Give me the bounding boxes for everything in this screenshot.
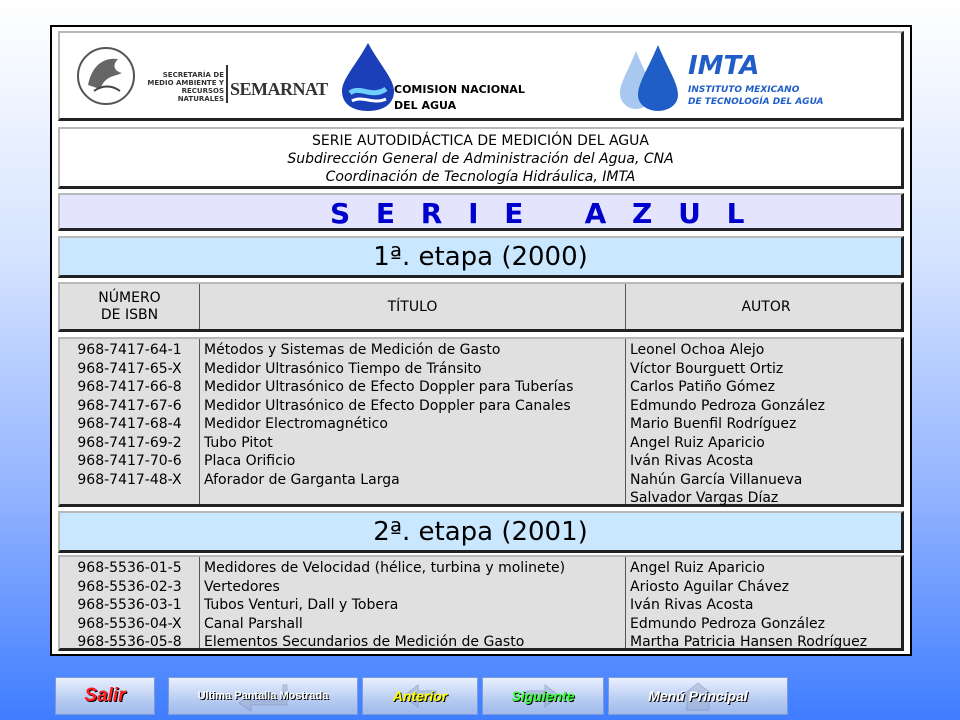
title-cell: Métodos y Sistemas de Medición de Gasto	[204, 342, 501, 358]
isbn-column	[60, 339, 200, 504]
salir-button[interactable]: Salir	[55, 677, 155, 715]
anterior-button[interactable]: Anterior	[362, 677, 478, 715]
etapa1-title: 1ª. etapa (2000)	[373, 242, 588, 272]
etapa1-banner	[58, 236, 904, 278]
isbn-cell: 968-7417-67-6	[77, 397, 182, 414]
author-cell: Mario Buenfil Rodríguez	[630, 416, 797, 432]
isbn-cell: 968-5536-01-5	[77, 560, 182, 576]
title-cell: Elementos Secundarios de Medición de Gasto	[204, 634, 525, 650]
content-frame	[50, 25, 912, 656]
etapa2-table	[58, 555, 904, 651]
isbn-cell: 968-7417-68-4	[77, 416, 182, 432]
header-isbn: NÚMERO DE ISBN	[60, 284, 200, 329]
title-cell: Aforador de Garganta Larga	[204, 471, 400, 488]
title-cell: Medidor Ultrasónico de Efecto Doppler para Tuberías	[204, 379, 574, 395]
author-cell: Edmundo Pedroza González	[630, 615, 825, 632]
title-cell: Vertedores	[204, 578, 280, 595]
header-title: TÍTULO	[200, 284, 626, 329]
navigation-bar	[0, 675, 960, 720]
title-cell: Medidor Electromagnético	[204, 416, 388, 432]
author-column	[626, 557, 906, 648]
author-cell: Víctor Bourguett Ortiz	[630, 360, 784, 377]
menu-principal-button[interactable]: Menú Principal	[608, 677, 788, 715]
serie-azul-banner	[58, 193, 904, 231]
imta-name: IMTA	[688, 51, 760, 81]
semarnat-name: SEMARNAT	[230, 79, 328, 99]
title-cell: Medidores de Velocidad (hélice, turbina y molinete)	[204, 560, 566, 576]
isbn-cell: 968-7417-48-X	[77, 471, 182, 488]
author-cell: Martha Patricia Hansen Rodríguez	[630, 634, 868, 650]
author-cell: Iván Rivas Acosta	[630, 597, 754, 613]
imta-line1: INSTITUTO MEXICANO	[688, 85, 800, 95]
isbn-cell: 968-7417-64-1	[77, 342, 182, 358]
coordinacion-text: Coordinación de Tecnología Hidráulica, IMTA	[325, 169, 636, 185]
isbn-cell: 968-7417-65-X	[77, 360, 182, 377]
water-drop-icon	[336, 41, 400, 113]
cna-line1: COMISION NACIONAL	[394, 83, 525, 96]
author-cell: Angel Ruiz Aparicio	[630, 434, 765, 451]
author-cell: Edmundo Pedroza González	[630, 397, 825, 414]
title-cell: Medidor Ultrasónico Tiempo de Tránsito	[204, 360, 482, 377]
isbn-cell: 968-5536-03-1	[77, 597, 182, 613]
series-name: SERIE AUTODIDÁCTICA DE MEDICIÓN DEL AGUA	[312, 133, 649, 149]
cna-logo	[336, 41, 548, 113]
title-cell: Tubo Pitot	[204, 434, 273, 451]
subtitle-panel	[58, 127, 904, 189]
etapa1-table	[58, 337, 904, 507]
imta-line2: DE TECNOLOGÍA DEL AGUA	[688, 97, 824, 107]
title-cell: Tubos Venturi, Dall y Tobera	[204, 597, 399, 613]
author-cell: Ariosto Aguilar Chávez	[630, 578, 789, 595]
isbn-cell: 968-7417-70-6	[77, 453, 182, 469]
ultima-pantalla-button[interactable]: Ultima Pantalla Mostrada	[168, 677, 358, 715]
water-drops-icon	[616, 41, 686, 113]
author-cell: Salvador Vargas Díaz	[630, 490, 779, 506]
imta-logo	[616, 41, 856, 113]
header-author: AUTOR	[741, 298, 791, 315]
isbn-cell: 968-5536-04-X	[77, 615, 182, 632]
etapa2-title: 2ª. etapa (2001)	[373, 517, 588, 547]
title-cell: Medidor Ultrasónico de Efecto Doppler para Canales	[204, 397, 571, 414]
title-cell: Canal Parshall	[204, 615, 303, 632]
title-column	[200, 557, 626, 648]
siguiente-button[interactable]: Siguiente	[482, 677, 604, 715]
author-cell: Iván Rivas Acosta	[630, 453, 754, 469]
isbn-cell: 968-5536-05-8	[77, 634, 182, 650]
semarnat-text: SECRETARÍA DE MEDIO AMBIENTE Y RECURSOS NATURALES	[147, 71, 224, 103]
subdireccion-text: Subdirección General de Administración del Agua, CNA	[287, 151, 674, 167]
eagle-seal-icon	[74, 45, 138, 107]
semarnat-logo	[74, 41, 328, 113]
isbn-cell: 968-7417-69-2	[77, 434, 182, 451]
title-cell: Placa Orificio	[204, 453, 296, 469]
isbn-column	[60, 557, 200, 648]
table-header	[58, 282, 904, 332]
etapa2-banner	[58, 511, 904, 553]
cna-line2: DEL AGUA	[394, 99, 457, 112]
isbn-cell: 968-5536-02-3	[77, 578, 182, 595]
serie-azul-title: S E R I E A Z U L	[330, 197, 753, 230]
author-cell: Leonel Ochoa Alejo	[630, 342, 765, 358]
isbn-cell: 968-7417-66-8	[77, 379, 182, 395]
title-column	[200, 339, 626, 504]
author-column	[626, 339, 906, 504]
author-cell: Angel Ruiz Aparicio	[630, 560, 765, 576]
author-cell: Nahún García Villanueva	[630, 471, 803, 488]
author-cell: Carlos Patiño Gómez	[630, 379, 775, 395]
logos-panel	[58, 31, 904, 121]
